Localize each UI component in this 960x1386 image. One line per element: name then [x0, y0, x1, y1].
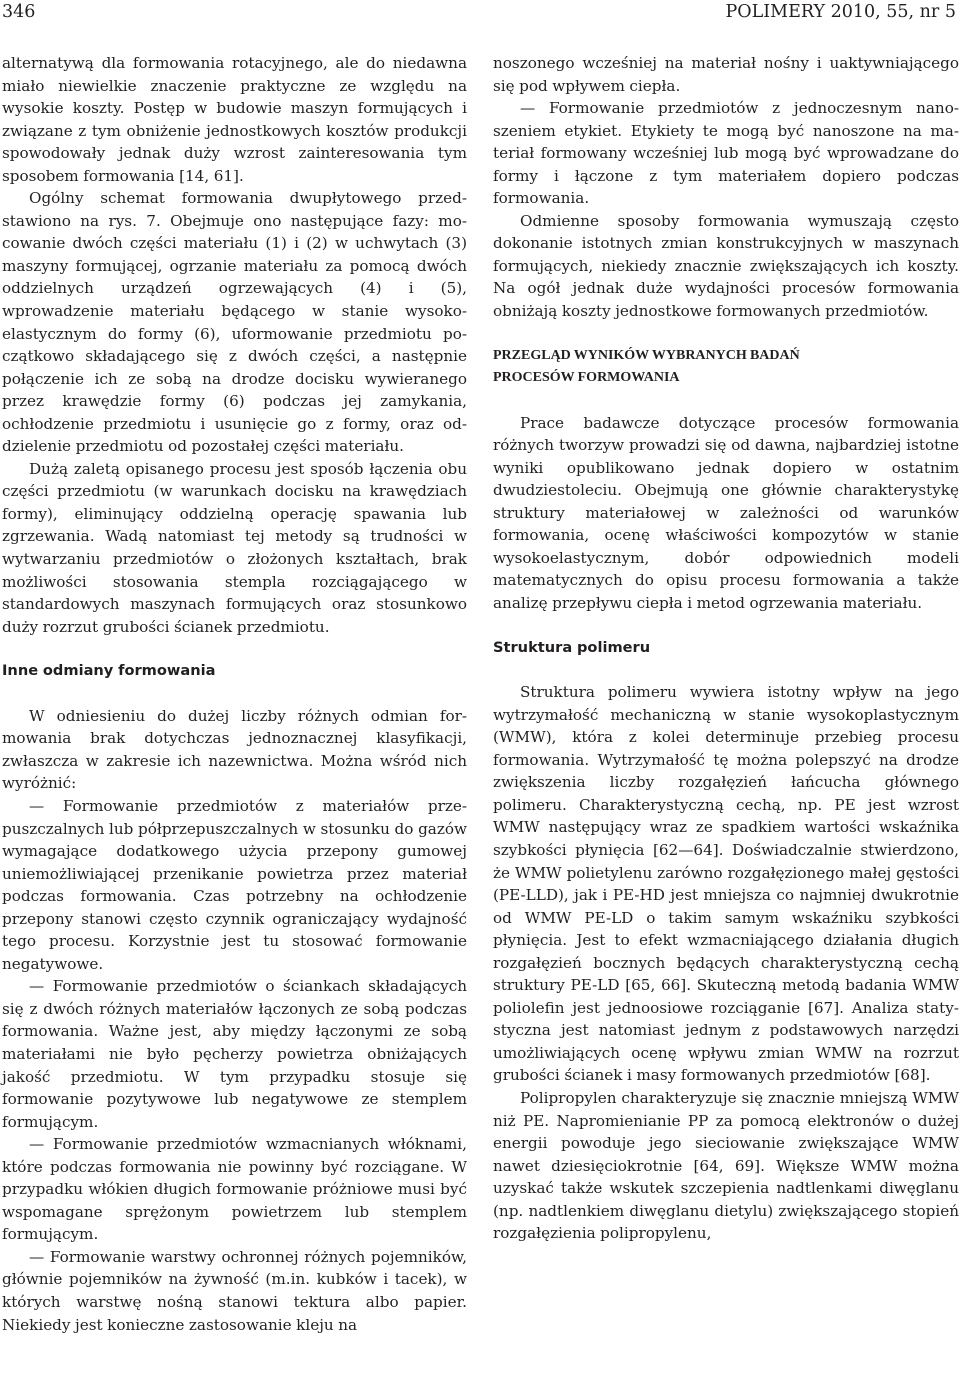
paragraph: noszonego wcześniej na materiał nośny i uaktywniającego się pod wpływem ciepła. — [493, 54, 959, 95]
running-head: POLIMERY 2010, 55, nr 5 — [725, 2, 956, 22]
paragraph: Polipropylen charakteryzuje się znacznie mniejszą WMW niż PE. Napromienianie PP za pomocą elektronów o dużej energii powoduje jego sieciowanie zwiększające WMW nawet dziesięciokrotnie [64, 69]. Większe WMW można uzyskać także wskutek szczepienia nadtlenkami diwęglanu (np. nadtlenkiem diwęglanu dietylu) zwiększającego stopień rozgałęzienia polipropylenu, — [493, 1088, 959, 1243]
paragraph: Dużą zaletą opisanego procesu jest sposób łączenia obu części przedmiotu (w warunkach docisku na krawędziach formy), eliminujący oddzielną operację spawania lub zgrzewania. Wadą natomiast tej metody są trudności w wytwarzaniu przedmiotów o złożonych kształtach, brak możliwości stosowania stempla rozciągającego w standardowych maszynach formujących oraz stosunkowo duży rozrzut grubości ścianek przedmiotu. — [2, 459, 467, 636]
spacer — [493, 615, 959, 637]
list-item: — Formowanie przedmiotów z jednoczesnym nanoszeniem etykiet. Etykiety te mogą być nanoszone na materiał formowany wcześniej lub mogą być wprowadzane do formy i łączone z tym materiałem dopiero podczas formowania. — [493, 99, 959, 208]
paragraph: Ogólny schemat formowania dwupłytowego przedstawiono na rys. 7. Obejmuje ono następujące fazy: mocowanie dwóch części materiału (1) i (2) w uchwytach (3) maszyny formującej, ogrzanie materiału za pomocą dwóch oddzielnych urządzeń ogrzewających (4) i (5), wprowadzenie materiału będącego w stanie wysokoelastycznym do formy (6), uformowanie przedmiotu początkowo składającego się z dwóch części, a następnie połączenie ich ze sobą na drodze docisku wywieranego przez krawędzie formy (6) podczas jej zamykania, ochłodzenie przedmiotu i usunięcie go z formy, oraz oddzielenie przedmiotu od pozostałej części materiału. — [2, 189, 467, 456]
paragraph: alternatywą dla formowania rotacyjnego, ale do niedawna miało niewielkie znaczenie praktyczne ze względu na wysokie koszty. Postęp w budowie maszyn formujących i związane z tym obniżenie jednostkowych kosztów produkcji spowodowały jednak duży wzrost zainteresowania tym sposobem formowania [14, 61]. — [2, 54, 467, 185]
right-column — [493, 52, 959, 1245]
section-heading-review — [493, 345, 959, 390]
paragraph: Prace badawcze dotyczące procesów formowania różnych tworzyw prowadzi się od dawna, najbardziej istotne wyniki opublikowano jednak dopiero w ostatnim dwudziestoleciu. Obejmują one głównie charakterystykę struktury materiałowej w zależności od warunków formowania, ocenę właściwości kompozytów w stanie wysokoelastycznym, dobór odpowiednich modeli matematycznych do opisu procesu formowania a także analizę przepływu ciepła i metod ogrzewania materiału. — [493, 413, 959, 613]
list-item: — Formowanie przedmiotów z materiałów przepuszczalnych lub półprzepuszczalnych w stosunku do gazów wymagające dodatkowego użycia przepony gumowej uniemożliwiającej przenikanie powietrza przez materiał podczas formowania. Czas potrzebny na ochłodzenie przepony stanowi często czynnik ograniczający wydajność tego procesu. Korzystnie jest tu stosować formowanie negatywowe. — [2, 796, 467, 973]
section-heading-other-forming: Inne odmiany formowania — [2, 662, 216, 680]
subsection-heading-polymer-structure: Struktura polimeru — [493, 638, 651, 656]
left-column — [2, 52, 467, 1336]
list-item: — Formowanie przedmiotów o ściankach składających się z dwóch różnych materiałów łączonych ze sobą podczas formowania. Ważne jest, aby między łączonymi ze sobą materiałami nie było pęcherzy powietrza obniżających jakość przedmiotu. W tym przypadku stosuje się formowanie pozytywowe lub negatywowe ze stemplem formującym. — [2, 977, 467, 1131]
page-header — [0, 0, 960, 26]
list-item: — Formowanie przedmiotów wzmacnianych włóknami, które podczas formowania nie powinny być rozciągane. W przypadku włókien długich formowanie próżniowe musi być wspomagane sprężonym powietrzem lub stemplem formującym. — [2, 1135, 467, 1244]
paragraph: Odmienne sposoby formowania wymuszają często dokonanie istotnych zmian konstrukcyjnych w maszynach formujących, niekiedy znacznie zwiększających ich koszty. Na ogół jednak duże wydajności procesów formowania obniżają koszty jednostkowe formowanych przedmiotów. — [493, 211, 959, 321]
section-heading-line: PROCESÓW FORMOWANIA — [493, 370, 680, 386]
page-number: 346 — [2, 2, 36, 22]
spacer — [493, 323, 959, 345]
list-item: — Formowanie warstwy ochronnej różnych pojemników, głównie pojemników na żywność (m.in. kubków i tacek), w których warstwę nośną stanowi tektura albo papier. Niekiedy jest konieczne zastosowanie kleju na — [2, 1247, 467, 1334]
section-heading-line: PRZEGLĄD WYNIKÓW WYBRANYCH BADAŃ — [493, 347, 800, 363]
paragraph: W odniesieniu do dużej liczby różnych odmian formowania brak dotychczas jednoznacznej klasyfikacji, zwłaszcza w zakresie ich nazewnictwa. Można wśród nich wyróżnić: — [2, 706, 467, 793]
spacer — [2, 638, 467, 660]
spacer — [493, 390, 959, 412]
paragraph: Struktura polimeru wywiera istotny wpływ na jego wytrzymałość mechaniczną w stanie wysokoplastycznym (WMW), która z kolei determinuje przebieg procesu formowania. Wytrzymałość tę można polepszyć na drodze zwiększenia liczby rozgałęzień łańcucha głównego polimeru. Charakterystyczną cechą, np. PE jest wzrost WMW następujący wraz ze spadkiem wartości wskaźnika szybkości płynięcia [62—64]. Doświadczalnie stwierdzono, że WMW polietylenu zarówno rozgałęzionego małej gęstości (PE-LLD), jak i PE-HD jest mniejsza co najmniej dwukrotnie od WMW PE-LD o takim samym wskaźniku szybkości płynięcia. Jest to efekt wzmacniającego działania długich rozgałęzień bocznych będących charakterystyczną cechą struktury PE-LD [65, 66]. Skuteczną metodą badania WMW poliolefin jest jednoosiowe rozciąganie [67]. Analiza statystyczna jest natomiast jednym z podstawowych narzędzi umożliwiających ocenę wpływu zmian WMW na rozrzut grubości ścianek i masy formowanych przedmiotów [68]. — [493, 683, 959, 1085]
spacer — [493, 659, 959, 681]
spacer — [2, 683, 467, 705]
